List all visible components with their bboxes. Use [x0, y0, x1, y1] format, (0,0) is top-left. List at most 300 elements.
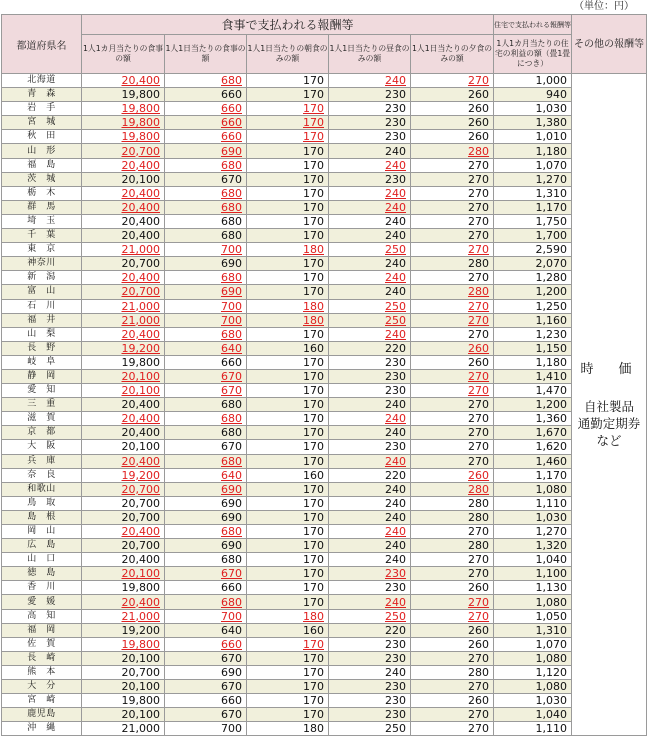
table-row: [2, 651, 647, 665]
value-cell: 20,400: [82, 525, 165, 539]
value-cell: 19,200: [82, 623, 165, 637]
value-cell: 270: [411, 229, 494, 243]
prefecture-name: 滋 賀: [2, 412, 82, 426]
value-cell: 690: [165, 257, 247, 271]
prefecture-name: 東 京: [2, 243, 82, 257]
prefecture-name: 兵 庫: [2, 454, 82, 468]
value-cell: 1,030: [494, 102, 572, 116]
value-cell: 690: [165, 482, 247, 496]
value-cell: 21,000: [82, 722, 165, 736]
header-meal-group: 食事で支払われる報酬等: [82, 15, 494, 35]
value-cell: 670: [165, 440, 247, 454]
value-cell: 20,400: [82, 271, 165, 285]
value-cell: 240: [329, 595, 411, 609]
value-cell: 180: [247, 243, 329, 257]
value-cell: 1,110: [494, 496, 572, 510]
value-cell: 1,380: [494, 116, 572, 130]
value-cell: 19,800: [82, 130, 165, 144]
value-cell: 660: [165, 581, 247, 595]
prefecture-name: 静 岡: [2, 369, 82, 383]
prefecture-name: 高 知: [2, 609, 82, 623]
table-row: [2, 567, 647, 581]
value-cell: 680: [165, 553, 247, 567]
value-cell: 240: [329, 200, 411, 214]
prefecture-name: 熊 本: [2, 665, 82, 679]
value-cell: 260: [411, 88, 494, 102]
value-cell: 2,590: [494, 243, 572, 257]
value-cell: 160: [247, 623, 329, 637]
value-cell: 240: [329, 482, 411, 496]
value-cell: 240: [329, 539, 411, 553]
table-row: [2, 426, 647, 440]
value-cell: 1,070: [494, 637, 572, 651]
value-cell: 1,070: [494, 158, 572, 172]
value-cell: 250: [329, 243, 411, 257]
value-cell: 240: [329, 553, 411, 567]
value-cell: 270: [411, 384, 494, 398]
value-cell: 660: [165, 637, 247, 651]
value-cell: 270: [411, 158, 494, 172]
value-cell: 170: [247, 369, 329, 383]
value-cell: 280: [411, 257, 494, 271]
value-cell: 180: [247, 313, 329, 327]
value-cell: 260: [411, 116, 494, 130]
value-cell: 260: [411, 130, 494, 144]
value-cell: 20,700: [82, 144, 165, 158]
prefecture-name: 三 重: [2, 398, 82, 412]
value-cell: 680: [165, 525, 247, 539]
prefecture-name: 大 阪: [2, 440, 82, 454]
value-cell: 260: [411, 355, 494, 369]
value-cell: 270: [411, 243, 494, 257]
value-cell: 680: [165, 412, 247, 426]
table-row: [2, 708, 647, 722]
header-dinner: 1人1日当たりの夕食のみの額: [411, 35, 494, 74]
value-cell: 1,010: [494, 130, 572, 144]
value-cell: 20,400: [82, 327, 165, 341]
value-cell: 20,100: [82, 708, 165, 722]
value-cell: 680: [165, 229, 247, 243]
value-cell: 270: [411, 313, 494, 327]
value-cell: 170: [247, 651, 329, 665]
value-cell: 680: [165, 186, 247, 200]
value-cell: 270: [411, 595, 494, 609]
prefecture-name: 栃 木: [2, 186, 82, 200]
value-cell: 170: [247, 454, 329, 468]
value-cell: 240: [329, 229, 411, 243]
value-cell: 20,700: [82, 257, 165, 271]
value-cell: 170: [247, 74, 329, 88]
value-cell: 170: [247, 384, 329, 398]
table-row: [2, 200, 647, 214]
value-cell: 20,700: [82, 665, 165, 679]
value-cell: 1,100: [494, 567, 572, 581]
prefecture-name: 京 都: [2, 426, 82, 440]
header-lunch: 1人1日当たりの昼食のみの額: [329, 35, 411, 74]
value-cell: 680: [165, 398, 247, 412]
value-cell: 1,160: [494, 313, 572, 327]
value-cell: 270: [411, 74, 494, 88]
value-cell: 1,120: [494, 665, 572, 679]
value-cell: 220: [329, 623, 411, 637]
value-cell: 260: [411, 637, 494, 651]
value-cell: 230: [329, 581, 411, 595]
value-cell: 240: [329, 257, 411, 271]
table-row: [2, 369, 647, 383]
table-row: [2, 398, 647, 412]
header-housing-group: 住宅で支払われる報酬等: [494, 15, 572, 35]
value-cell: 20,400: [82, 553, 165, 567]
table-row: [2, 510, 647, 524]
value-cell: 1,270: [494, 172, 572, 186]
value-cell: 240: [329, 285, 411, 299]
value-cell: 260: [411, 468, 494, 482]
value-cell: 240: [329, 186, 411, 200]
value-cell: 270: [411, 426, 494, 440]
value-cell: 21,000: [82, 313, 165, 327]
value-cell: 1,410: [494, 369, 572, 383]
value-cell: 230: [329, 88, 411, 102]
value-cell: 1,050: [494, 609, 572, 623]
prefecture-name: 石 川: [2, 299, 82, 313]
value-cell: 280: [411, 539, 494, 553]
table-row: [2, 355, 647, 369]
value-cell: 20,100: [82, 440, 165, 454]
value-cell: 690: [165, 665, 247, 679]
value-cell: 170: [247, 116, 329, 130]
value-cell: 270: [411, 609, 494, 623]
value-cell: 680: [165, 200, 247, 214]
value-cell: 170: [247, 510, 329, 524]
prefecture-name: 埼 玉: [2, 214, 82, 228]
value-cell: 19,800: [82, 694, 165, 708]
value-cell: 20,700: [82, 482, 165, 496]
value-cell: 670: [165, 369, 247, 383]
value-cell: 270: [411, 327, 494, 341]
value-cell: 1,320: [494, 539, 572, 553]
value-cell: 1,360: [494, 412, 572, 426]
value-cell: 270: [411, 214, 494, 228]
value-cell: 700: [165, 313, 247, 327]
prefecture-name: 鹿児島: [2, 708, 82, 722]
value-cell: 240: [329, 496, 411, 510]
value-cell: 680: [165, 426, 247, 440]
table-row: [2, 468, 647, 482]
prefecture-name: 福 島: [2, 158, 82, 172]
value-cell: 20,700: [82, 539, 165, 553]
value-cell: 2,070: [494, 257, 572, 271]
value-cell: 230: [329, 440, 411, 454]
value-cell: 170: [247, 88, 329, 102]
prefecture-name: 宮 崎: [2, 694, 82, 708]
value-cell: 240: [329, 327, 411, 341]
prefecture-name: 青 森: [2, 88, 82, 102]
value-cell: 660: [165, 88, 247, 102]
value-cell: 20,400: [82, 74, 165, 88]
table-row: [2, 581, 647, 595]
prefecture-name: 鳥 取: [2, 496, 82, 510]
value-cell: 240: [329, 426, 411, 440]
value-cell: 280: [411, 482, 494, 496]
value-cell: 230: [329, 172, 411, 186]
other-value: [572, 74, 647, 736]
value-cell: 940: [494, 88, 572, 102]
prefecture-name: 山 形: [2, 144, 82, 158]
table-row: [2, 144, 647, 158]
value-cell: 1,080: [494, 651, 572, 665]
value-cell: 170: [247, 271, 329, 285]
table-row: [2, 454, 647, 468]
value-cell: 690: [165, 144, 247, 158]
value-cell: 670: [165, 172, 247, 186]
value-cell: 240: [329, 398, 411, 412]
table-row: [2, 341, 647, 355]
prefecture-name: 群 馬: [2, 200, 82, 214]
value-cell: 170: [247, 102, 329, 116]
value-cell: 230: [329, 567, 411, 581]
table-row: [2, 595, 647, 609]
value-cell: 21,000: [82, 299, 165, 313]
value-cell: 230: [329, 694, 411, 708]
header-daily-meal: 1人1日当たりの食事の額: [165, 35, 247, 74]
value-cell: 170: [247, 327, 329, 341]
prefecture-name: 長 崎: [2, 651, 82, 665]
value-cell: 160: [247, 341, 329, 355]
value-cell: 20,400: [82, 412, 165, 426]
table-row: [2, 271, 647, 285]
value-cell: 170: [247, 553, 329, 567]
value-cell: 680: [165, 74, 247, 88]
value-cell: 170: [247, 637, 329, 651]
value-cell: 20,100: [82, 567, 165, 581]
value-cell: 680: [165, 454, 247, 468]
value-cell: 20,400: [82, 200, 165, 214]
value-cell: 19,800: [82, 637, 165, 651]
other-value-line: など: [596, 432, 622, 448]
value-cell: 1,700: [494, 229, 572, 243]
prefecture-name: 香 川: [2, 581, 82, 595]
value-cell: 660: [165, 116, 247, 130]
table-row: [2, 229, 647, 243]
header-housing: 1人1カ月当たりの住宅の利益の額（畳1畳につき）: [494, 35, 572, 74]
value-cell: 230: [329, 130, 411, 144]
value-cell: 250: [329, 609, 411, 623]
value-cell: 170: [247, 680, 329, 694]
value-cell: 1,230: [494, 327, 572, 341]
value-cell: 270: [411, 567, 494, 581]
table-row: [2, 637, 647, 651]
value-cell: 230: [329, 384, 411, 398]
value-cell: 170: [247, 214, 329, 228]
value-cell: 21,000: [82, 243, 165, 257]
table-row: [2, 553, 647, 567]
prefecture-name: 徳 島: [2, 567, 82, 581]
value-cell: 180: [247, 609, 329, 623]
value-cell: 690: [165, 496, 247, 510]
value-cell: 1,670: [494, 426, 572, 440]
value-cell: 19,800: [82, 581, 165, 595]
table-row: [2, 623, 647, 637]
value-cell: 170: [247, 172, 329, 186]
prefecture-name: 和歌山: [2, 482, 82, 496]
value-cell: 250: [329, 299, 411, 313]
value-cell: 1,170: [494, 468, 572, 482]
prefecture-name: 愛 媛: [2, 595, 82, 609]
value-cell: 20,400: [82, 214, 165, 228]
table-row: [2, 74, 647, 88]
value-cell: 260: [411, 581, 494, 595]
prefecture-name: 佐 賀: [2, 637, 82, 651]
value-cell: 1,200: [494, 398, 572, 412]
value-cell: 20,100: [82, 384, 165, 398]
value-cell: 700: [165, 722, 247, 736]
value-cell: 230: [329, 102, 411, 116]
value-cell: 170: [247, 186, 329, 200]
table-row: [2, 172, 647, 186]
value-cell: 690: [165, 285, 247, 299]
value-cell: 240: [329, 158, 411, 172]
value-cell: 670: [165, 680, 247, 694]
prefecture-name: 愛 知: [2, 384, 82, 398]
value-cell: 680: [165, 271, 247, 285]
value-cell: 240: [329, 214, 411, 228]
value-cell: 670: [165, 567, 247, 581]
header-monthly-meal: 1人1カ月当たりの食事の額: [82, 35, 165, 74]
value-cell: 1,040: [494, 553, 572, 567]
value-cell: 680: [165, 327, 247, 341]
value-cell: 230: [329, 369, 411, 383]
header-breakfast: 1人1日当たりの朝食のみの額: [247, 35, 329, 74]
value-cell: 660: [165, 355, 247, 369]
value-cell: 170: [247, 200, 329, 214]
value-cell: 270: [411, 454, 494, 468]
value-cell: 270: [411, 369, 494, 383]
value-cell: 670: [165, 384, 247, 398]
value-cell: 700: [165, 299, 247, 313]
value-cell: 270: [411, 651, 494, 665]
table-row: [2, 496, 647, 510]
table-body: [2, 74, 647, 736]
prefecture-name: 広 島: [2, 539, 82, 553]
value-cell: 20,400: [82, 186, 165, 200]
unit-note: （単位：円）: [574, 1, 634, 12]
value-cell: 20,700: [82, 510, 165, 524]
prefecture-name: 岩 手: [2, 102, 82, 116]
prefecture-name: 奈 良: [2, 468, 82, 482]
value-cell: 240: [329, 271, 411, 285]
value-cell: 170: [247, 398, 329, 412]
table-row: [2, 384, 647, 398]
other-value-line: 自社製品: [584, 398, 635, 414]
value-cell: 230: [329, 708, 411, 722]
value-cell: 280: [411, 496, 494, 510]
value-cell: 240: [329, 144, 411, 158]
value-cell: 260: [411, 102, 494, 116]
value-cell: 240: [329, 74, 411, 88]
table-row: [2, 539, 647, 553]
table-row: [2, 313, 647, 327]
value-cell: 170: [247, 525, 329, 539]
value-cell: 640: [165, 341, 247, 355]
value-cell: 170: [247, 694, 329, 708]
value-cell: 660: [165, 694, 247, 708]
table-row: [2, 440, 647, 454]
value-cell: 640: [165, 623, 247, 637]
value-cell: 230: [329, 680, 411, 694]
value-cell: 1,620: [494, 440, 572, 454]
value-cell: 690: [165, 539, 247, 553]
table-row: [2, 285, 647, 299]
value-cell: 20,700: [82, 285, 165, 299]
value-cell: 270: [411, 200, 494, 214]
value-cell: 20,400: [82, 158, 165, 172]
table-row: [2, 680, 647, 694]
value-cell: 170: [247, 539, 329, 553]
other-value-line: 時 価: [580, 361, 638, 377]
value-cell: 230: [329, 637, 411, 651]
value-cell: 170: [247, 229, 329, 243]
value-cell: 180: [247, 299, 329, 313]
value-cell: 270: [411, 299, 494, 313]
value-cell: 1,110: [494, 722, 572, 736]
value-cell: 700: [165, 609, 247, 623]
prefecture-name: 岡 山: [2, 525, 82, 539]
value-cell: 230: [329, 116, 411, 130]
prefecture-name: 沖 縄: [2, 722, 82, 736]
value-cell: 280: [411, 510, 494, 524]
value-cell: 160: [247, 468, 329, 482]
value-cell: 240: [329, 510, 411, 524]
value-cell: 170: [247, 144, 329, 158]
value-cell: 1,180: [494, 355, 572, 369]
value-cell: 1,250: [494, 299, 572, 313]
prefecture-name: 大 分: [2, 680, 82, 694]
prefecture-name: 新 潟: [2, 271, 82, 285]
value-cell: 1,310: [494, 186, 572, 200]
value-cell: 20,100: [82, 369, 165, 383]
value-cell: 270: [411, 525, 494, 539]
value-cell: 280: [411, 285, 494, 299]
prefecture-name: 秋 田: [2, 130, 82, 144]
table-row: [2, 299, 647, 313]
value-cell: 20,100: [82, 680, 165, 694]
value-cell: 1,040: [494, 708, 572, 722]
value-cell: 270: [411, 708, 494, 722]
value-cell: 1,080: [494, 680, 572, 694]
value-cell: 1,270: [494, 525, 572, 539]
value-cell: 20,400: [82, 398, 165, 412]
value-cell: 170: [247, 440, 329, 454]
value-cell: 1,470: [494, 384, 572, 398]
value-cell: 20,700: [82, 496, 165, 510]
value-cell: 21,000: [82, 609, 165, 623]
value-cell: 260: [411, 623, 494, 637]
header-prefecture: 都道府県名: [2, 15, 82, 74]
prefecture-name: 岐 阜: [2, 355, 82, 369]
other-value-line: 通勤定期券: [577, 415, 641, 431]
value-cell: 19,200: [82, 341, 165, 355]
prefecture-name: 神奈川: [2, 257, 82, 271]
table-row: [2, 243, 647, 257]
value-cell: 240: [329, 454, 411, 468]
table-row: [2, 412, 647, 426]
prefecture-name: 島 根: [2, 510, 82, 524]
prefecture-name: 福 井: [2, 313, 82, 327]
value-cell: 680: [165, 595, 247, 609]
value-cell: 1,170: [494, 200, 572, 214]
table-row: [2, 102, 647, 116]
table-row: [2, 116, 647, 130]
